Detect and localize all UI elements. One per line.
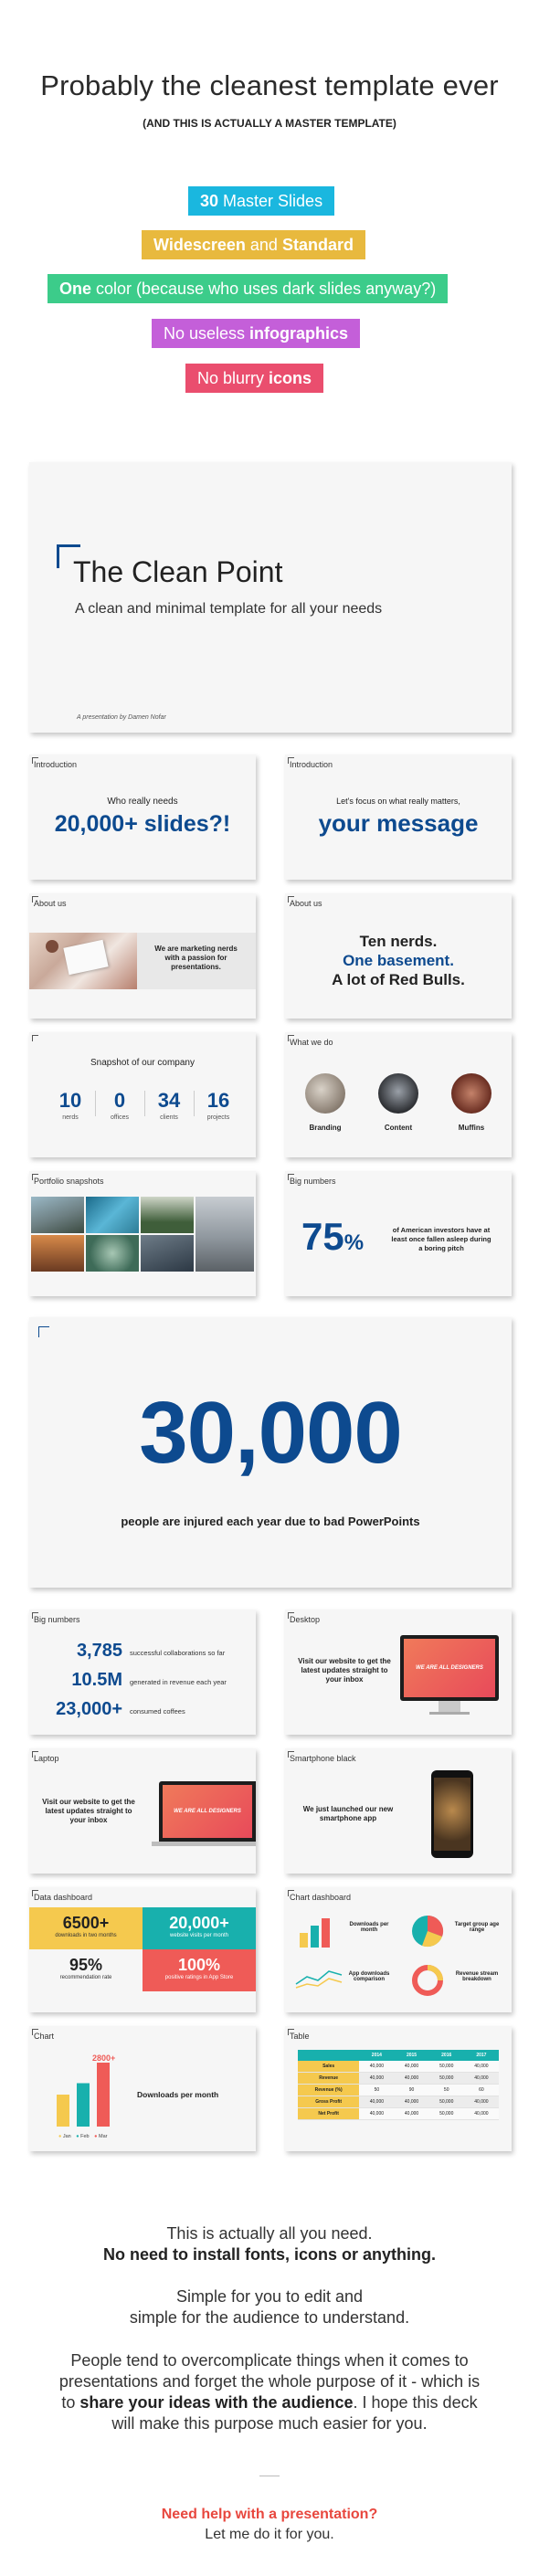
slide-tag: About us (290, 899, 322, 908)
feature-badge-one-color: One color (because who uses dark slides anyway?) (48, 274, 448, 303)
phone-text: We just launched our new smartphone app (302, 1805, 394, 1822)
table-header-cell: 2015 (394, 2050, 428, 2061)
portfolio-photo (86, 1197, 139, 1233)
big-number-row-text: successful collaborations so far (130, 1649, 226, 1657)
feature-badge-infographics: No useless infographics (152, 319, 360, 348)
chart-legend: ● Jan ● Feb ● Mar (58, 2134, 108, 2139)
slide-chart[interactable] (29, 2026, 256, 2151)
table-cell: 40,000 (464, 2096, 499, 2108)
slide-about-1[interactable] (29, 893, 256, 1019)
phone-frame (431, 1770, 473, 1858)
laptop-base (152, 1842, 256, 1846)
slide-tag: Data dashboard (34, 1893, 93, 1902)
slide-big-numbers-2[interactable] (29, 1610, 256, 1735)
slide-tag: Introduction (290, 760, 333, 769)
portfolio-photo (86, 1235, 139, 1272)
table-cell: 40,000 (359, 2108, 394, 2120)
cover-byline: A presentation by Damen Nofar (77, 714, 166, 721)
intro-big-text: 20,000+ slides?! (54, 811, 231, 837)
slide-tag: Big numbers (290, 1177, 336, 1186)
stat-offices: 0 offices (110, 1089, 130, 1121)
about-line-2: One basement. (343, 952, 454, 969)
chart-label: Downloads per month (137, 2090, 219, 2099)
table-row-label: Gross Profit (298, 2096, 359, 2108)
slide-smartphone[interactable] (285, 1748, 512, 1874)
big-number: 75% (301, 1215, 365, 1258)
table-cell: 40,000 (394, 2096, 428, 2108)
portfolio-photo (31, 1235, 84, 1272)
feature-badge-icons: No blurry icons (185, 364, 323, 393)
snapshot-title: Snapshot of our company (90, 1058, 195, 1068)
slide-about-2[interactable] (285, 893, 512, 1019)
content-image (378, 1073, 418, 1114)
portfolio-photo (141, 1197, 194, 1233)
slide-tag: What we do (290, 1038, 333, 1047)
stat-clients: 34 clients (157, 1089, 181, 1121)
table-cell: 50 (359, 2085, 394, 2096)
chart-dash-label: Downloads per month (349, 1922, 389, 1933)
table-row (298, 2061, 499, 2073)
mini-line-chart (294, 1964, 345, 1991)
table-cell: 40,000 (464, 2073, 499, 2085)
footer-line: This is actually all you need. (166, 2224, 373, 2243)
table-cell: 40,000 (359, 2073, 394, 2085)
monitor-base (429, 1712, 470, 1715)
intro-line: Let's focus on what really matters, (336, 797, 460, 806)
feature-badge-widescreen: Widescreen and Standard (142, 230, 365, 259)
stat-nerds: 10 nerds (58, 1089, 82, 1121)
cta-subline: Let me do it for you. (205, 2527, 334, 2542)
table-row-label: Revenue (298, 2073, 359, 2085)
chart-bar-feb (77, 2084, 90, 2127)
big-number-row: 23,000+ (56, 1699, 122, 1719)
stat-projects: 16 projects (206, 1089, 230, 1121)
data-table (298, 2050, 499, 2120)
cta-link[interactable]: Need help with a presentation? (161, 2507, 378, 2522)
slide-data-dashboard[interactable] (29, 1887, 256, 2012)
table-row-label: Revenue (%) (298, 2085, 359, 2096)
table-row (298, 2073, 499, 2085)
slide-tag: Chart (34, 2032, 55, 2041)
laptop-screen: WE ARE ALL DESIGNERS (163, 1785, 252, 1838)
page-subtitle: (AND THIS IS ACTUALLY A MASTER TEMPLATE) (143, 117, 396, 130)
table-row (298, 2108, 499, 2120)
dash-tile-recommend: 95% recommendation rate (29, 1949, 143, 1991)
table-cell: 50,000 (429, 2073, 464, 2085)
laptop-text: Visit our website to get the latest updates straight to your inbox (42, 1798, 135, 1824)
slide-tag: Portfolio snapshots (34, 1177, 104, 1186)
dash-tile-downloads: 6500+ downloads in two months (29, 1907, 143, 1949)
chart-bar-jan (57, 2095, 69, 2127)
slide-tag: Desktop (290, 1615, 321, 1624)
table-header-cell: 2016 (429, 2050, 464, 2061)
table-cell: 50,000 (429, 2108, 464, 2120)
big-number-row-text: generated in revenue each year (130, 1678, 227, 1686)
table-row (298, 2096, 499, 2108)
about-text: We are marketing nerds with a passion for presentations. (154, 945, 238, 971)
slide-tag: Table (290, 2032, 310, 2041)
slide-snapshot[interactable] (29, 1032, 256, 1157)
intro-line: Who really needs (107, 797, 178, 807)
chart-bar-mar (97, 2063, 110, 2127)
slide-cover[interactable] (29, 462, 512, 733)
cover-subtitle: A clean and minimal template for all your needs (75, 601, 383, 617)
slide-desktop[interactable] (285, 1610, 512, 1735)
mini-donut-chart (409, 1962, 446, 1999)
slide-introduction-1[interactable] (29, 755, 256, 880)
table-cell: 90 (394, 2085, 428, 2096)
big-number-row-text: consumed coffees (130, 1707, 185, 1716)
desktop-text: Visit our website to get the latest updates straight to your inbox (298, 1657, 391, 1684)
slide-tag: Laptop (34, 1754, 59, 1763)
slide-tag: Big numbers (34, 1615, 80, 1624)
mini-pie-chart (409, 1913, 446, 1949)
table-cell: 40,000 (394, 2073, 428, 2085)
monitor-frame (400, 1635, 499, 1701)
chart-dash-label: Revenue stream breakdown (455, 1971, 499, 1982)
branding-label: Branding (309, 1124, 342, 1132)
table-header-cell: 2014 (359, 2050, 394, 2061)
slide-portfolio[interactable] (29, 1171, 256, 1296)
hero-text: people are injured each year due to bad PowerPoints (121, 1515, 420, 1528)
table-cell: 50,000 (429, 2096, 464, 2108)
table-row-label: Sales (298, 2061, 359, 2073)
page-title: Probably the cleanest template ever (40, 69, 499, 101)
slide-hero-30000[interactable] (29, 1317, 512, 1588)
footer-line: presentations and forget the whole purpose of it - which is (58, 2372, 481, 2391)
muffins-label: Muffins (458, 1124, 485, 1132)
slide-tag: Smartphone black (290, 1754, 356, 1763)
slide-tag: About us (34, 899, 67, 908)
phone-screen (434, 1778, 470, 1851)
footer-line: simple for the audience to understand. (129, 2308, 410, 2327)
branding-image (305, 1073, 345, 1114)
dash-tile-ratings: 100% positive ratings in App Store (143, 1949, 256, 1991)
footer-line-mixed: to share your ideas with the audience. I hope this deck (61, 2393, 478, 2412)
about-photo (29, 933, 137, 989)
table-header-cell: 2017 (464, 2050, 499, 2061)
table-cell: 40,000 (359, 2061, 394, 2073)
footer-line: Simple for you to edit and (175, 2287, 364, 2306)
table-cell: 40,000 (464, 2061, 499, 2073)
table-cell: 40,000 (359, 2096, 394, 2108)
table-cell: 40,000 (464, 2108, 499, 2120)
table-cell: 50,000 (429, 2061, 464, 2073)
monitor-stand (439, 1701, 460, 1712)
about-line-1: Ten nerds. (359, 933, 438, 950)
stat-divider (95, 1091, 96, 1116)
stat-divider (194, 1091, 195, 1116)
mini-bar-chart (296, 1916, 342, 1948)
table-header-cell (298, 2050, 359, 2061)
slide-tag: Chart dashboard (290, 1893, 352, 1902)
slide-chart-dashboard[interactable] (285, 1887, 512, 2012)
chart-peak-label: 2800+ (92, 2053, 116, 2063)
slide-laptop[interactable] (29, 1748, 256, 1874)
hero-number: 30,000 (139, 1384, 402, 1482)
portfolio-photo (141, 1235, 194, 1272)
table-row-label: Net Profit (298, 2108, 359, 2120)
portfolio-photo (31, 1197, 84, 1233)
footer-line: will make this purpose much easier for you. (111, 2414, 428, 2433)
monitor-screen: WE ARE ALL DESIGNERS (404, 1639, 495, 1697)
table-cell: 50 (429, 2085, 464, 2096)
slide-table[interactable] (285, 2026, 512, 2151)
portfolio-photo-tall (196, 1197, 254, 1272)
slide-introduction-2[interactable] (285, 755, 512, 880)
feature-badge-master-slides: 30 Master Slides (188, 186, 334, 216)
table-cell: 60 (464, 2085, 499, 2096)
slide-what-we-do[interactable] (285, 1032, 512, 1157)
content-label: Content (384, 1124, 413, 1132)
table-cell: 40,000 (394, 2108, 428, 2120)
big-number-row: 3,785 (76, 1641, 122, 1661)
table-cell: 40,000 (394, 2061, 428, 2073)
dash-tile-visits: 20,000+ website visits per month (143, 1907, 256, 1949)
footer-line: People tend to overcomplicate things when it comes to (70, 2351, 469, 2370)
slide-tag: Introduction (34, 760, 78, 769)
cover-title: The Clean Point (73, 555, 283, 588)
footer-line-bold: No need to install fonts, icons or anything. (102, 2245, 437, 2264)
table-header-row (298, 2050, 499, 2061)
table-row (298, 2085, 499, 2096)
about-line-3: A lot of Red Bulls. (332, 971, 465, 988)
big-number-text: of American investors have at least once fallen asleep during a boring pitch (391, 1226, 491, 1252)
stat-divider (144, 1091, 145, 1116)
slide-big-numbers-1[interactable] (285, 1171, 512, 1296)
chart-dash-label: Target group age range (454, 1922, 500, 1933)
chart-dash-label: App downloads comparison (348, 1971, 390, 1982)
laptop-frame (159, 1781, 256, 1842)
muffins-image (451, 1073, 491, 1114)
intro-big-text: your message (318, 809, 479, 837)
big-number-row: 10.5M (71, 1670, 122, 1690)
